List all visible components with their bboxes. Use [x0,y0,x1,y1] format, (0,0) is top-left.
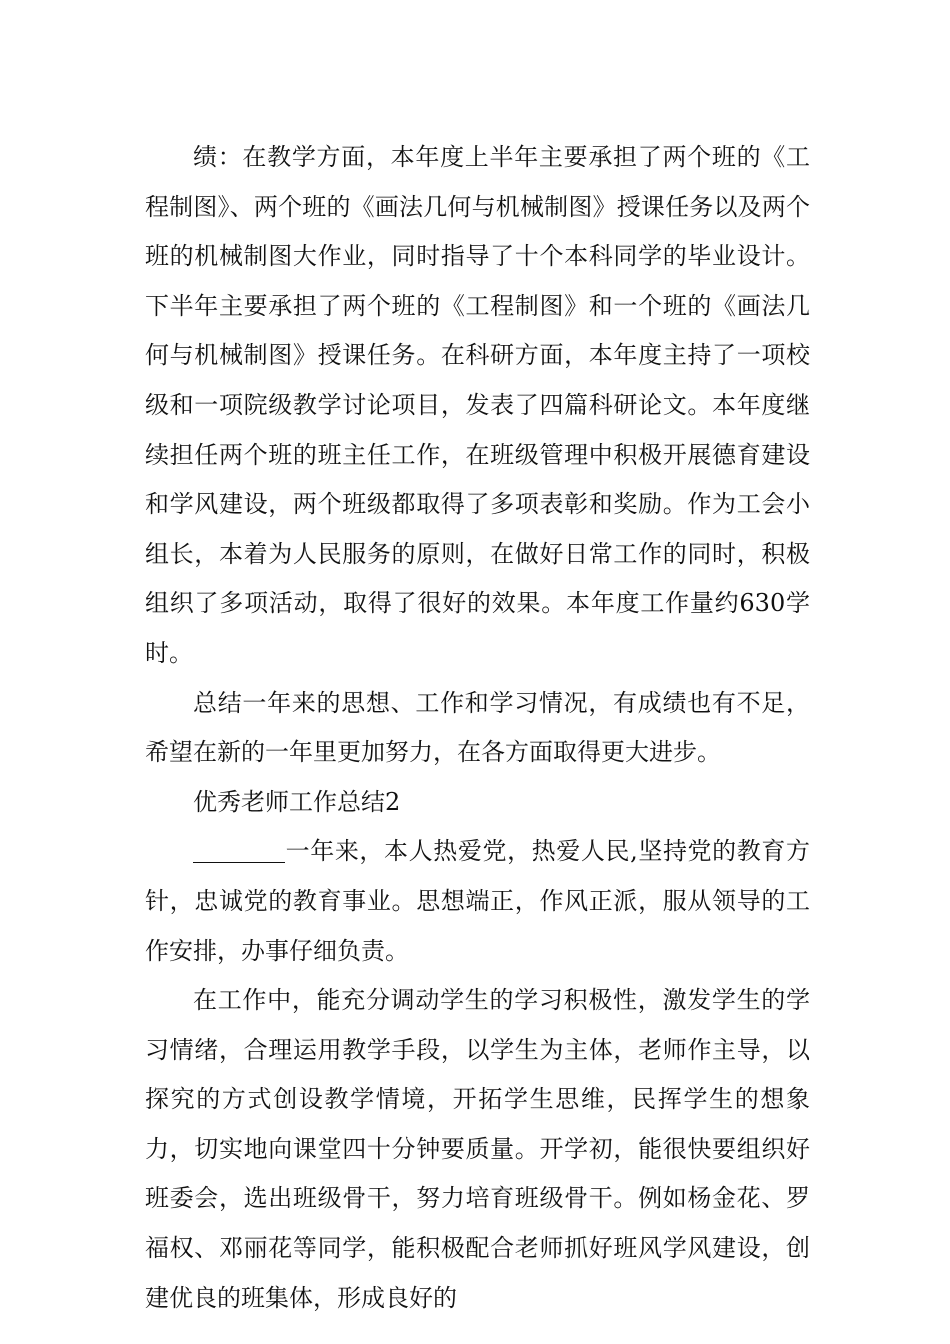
paragraph-political-attitude [145,827,810,976]
paragraph-teaching-work: 在工作中，能充分调动学生的学习积极性，激发学生的学习情绪，合理运用教学手段，以学生为主体，老师作主导，以探究的方式创设教学情境，开拓学生思维，民挥学生的想象力，切实地向课堂四十分钟要质量。开学初，能很快要组织好班委会，选出班级骨干，努力培育班级骨干。例如杨金花、罗福权、邓丽花等同学，能积极配合老师抓好班风学风建设，创建优良的班集体，形成良好的 [145,986,810,1312]
paragraph-conclusion: 总结一年来的思想、工作和学习情况，有成绩也有不足，希望在新的一年里更加努力，在各方面取得更大进步。 [145,688,810,767]
section-heading: 优秀老师工作总结2 [193,787,401,816]
paragraph-work-summary: 绩：在教学方面，本年度上半年主要承担了两个班的《工程制图》、两个班的《画法几何与机械制图》授课任务以及两个班的机械制图大作业，同时指导了十个本科同学的毕业设计。下半年主要承担了两个班的《工程制图》和一个班的《画法几何与机械制图》授课任务。在科研方面，本年度主持了一项校级和一项院级教学讨论项目，发表了四篇科研论文。本年度继续担任两个班的班主任工作，在班级管理中积极开展德育建设和学风建设，两个班级都取得了多项表彰和奖励。作为工会小组长，本着为人民服务的原则，在做好日常工作的同时，积极组织了多项活动，取得了很好的效果。本年度工作量约630学时。 [145,143,810,667]
fill-in-blank [193,838,285,863]
document-body [145,133,810,1323]
paragraph-political-attitude-text: 一年来，本人热爱党，热爱人民,坚持党的教育方针，忠诚党的教育事业。思想端正，作风正派，服从领导的工作安排，办事仔细负责。 [145,837,810,965]
